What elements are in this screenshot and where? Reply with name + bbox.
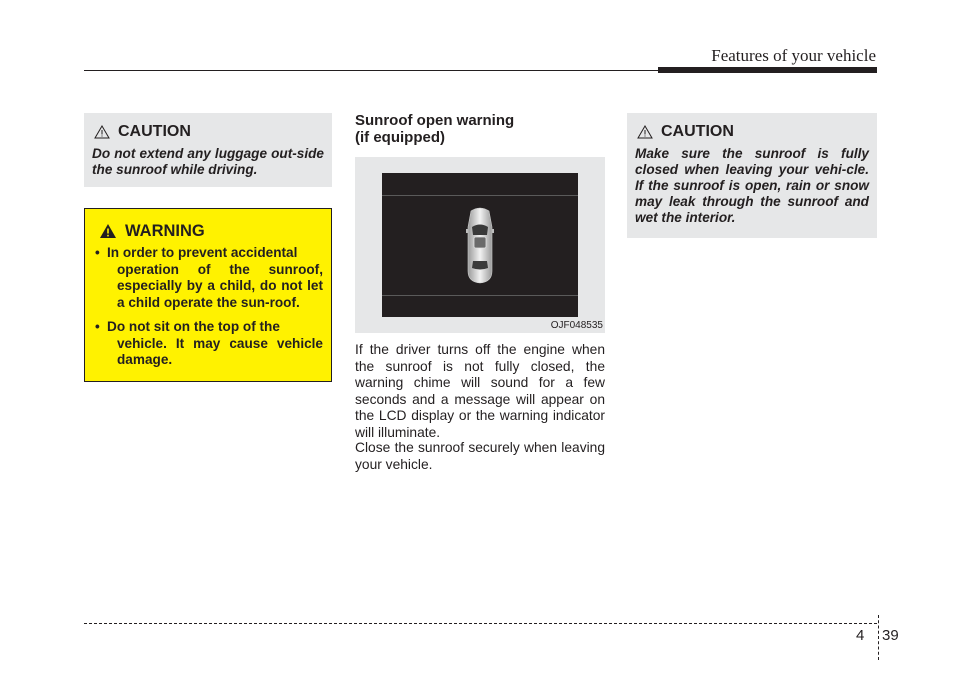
warning-item xyxy=(95,245,323,311)
warning-box xyxy=(84,208,332,382)
caution-box-right xyxy=(627,113,877,238)
footer-divider xyxy=(878,615,879,660)
warning-triangle-icon xyxy=(99,223,117,239)
body-paragraph: If the driver turns off the engine when the sunroof is not fully closed, the warning chime will sound for a few seconds and a message will appear on the LCD display or the warning indicator will illuminate. xyxy=(355,342,605,440)
section-heading-line: Sunroof open warning xyxy=(355,112,515,129)
caution-text: Do not extend any luggage out-side the sunroof while driving. xyxy=(92,146,324,177)
caution-triangle-icon xyxy=(94,125,110,139)
warning-title-text: WARNING xyxy=(125,221,205,240)
header-rule-accent xyxy=(658,67,877,73)
caution-title-text: CAUTION xyxy=(118,122,191,140)
chapter-number: 4 xyxy=(856,627,865,644)
warning-list xyxy=(85,243,331,369)
warning-item-rest: operation of the sunroof, especially by a child, do not let a child operate the sun-roof. xyxy=(117,261,323,310)
caution-triangle-icon xyxy=(637,125,653,139)
caution-title-text: CAUTION xyxy=(661,122,734,140)
caution-title xyxy=(627,113,877,142)
figure-code: OJF048535 xyxy=(550,320,603,331)
caution-box-left xyxy=(84,113,332,187)
sunroof-warning-figure xyxy=(355,157,605,333)
caution-text: Make sure the sunroof is fully closed when leaving your vehi-cle. If the sunroof is open, rain or snow may leak through the sunroof and wet the interior. xyxy=(635,146,869,225)
lcd-display xyxy=(382,173,578,317)
car-top-view-icon xyxy=(465,205,495,285)
warning-item-rest: vehicle. It may cause vehicle damage. xyxy=(117,335,323,367)
section-heading-line: (if equipped) xyxy=(355,128,445,146)
section-heading xyxy=(355,113,605,146)
warning-item-first-line: In order to prevent accidental xyxy=(107,245,298,260)
header-title: Features of your vehicle xyxy=(711,46,876,65)
footer-rule xyxy=(84,623,877,624)
page-number: 39 xyxy=(882,627,899,644)
caution-title xyxy=(84,113,332,142)
warning-item-first-line: Do not sit on the top of the xyxy=(107,319,280,334)
warning-title xyxy=(85,209,331,243)
body-paragraph: Close the sunroof securely when leaving your vehicle. xyxy=(355,440,605,472)
warning-item xyxy=(95,319,323,369)
header-rule xyxy=(84,70,658,71)
